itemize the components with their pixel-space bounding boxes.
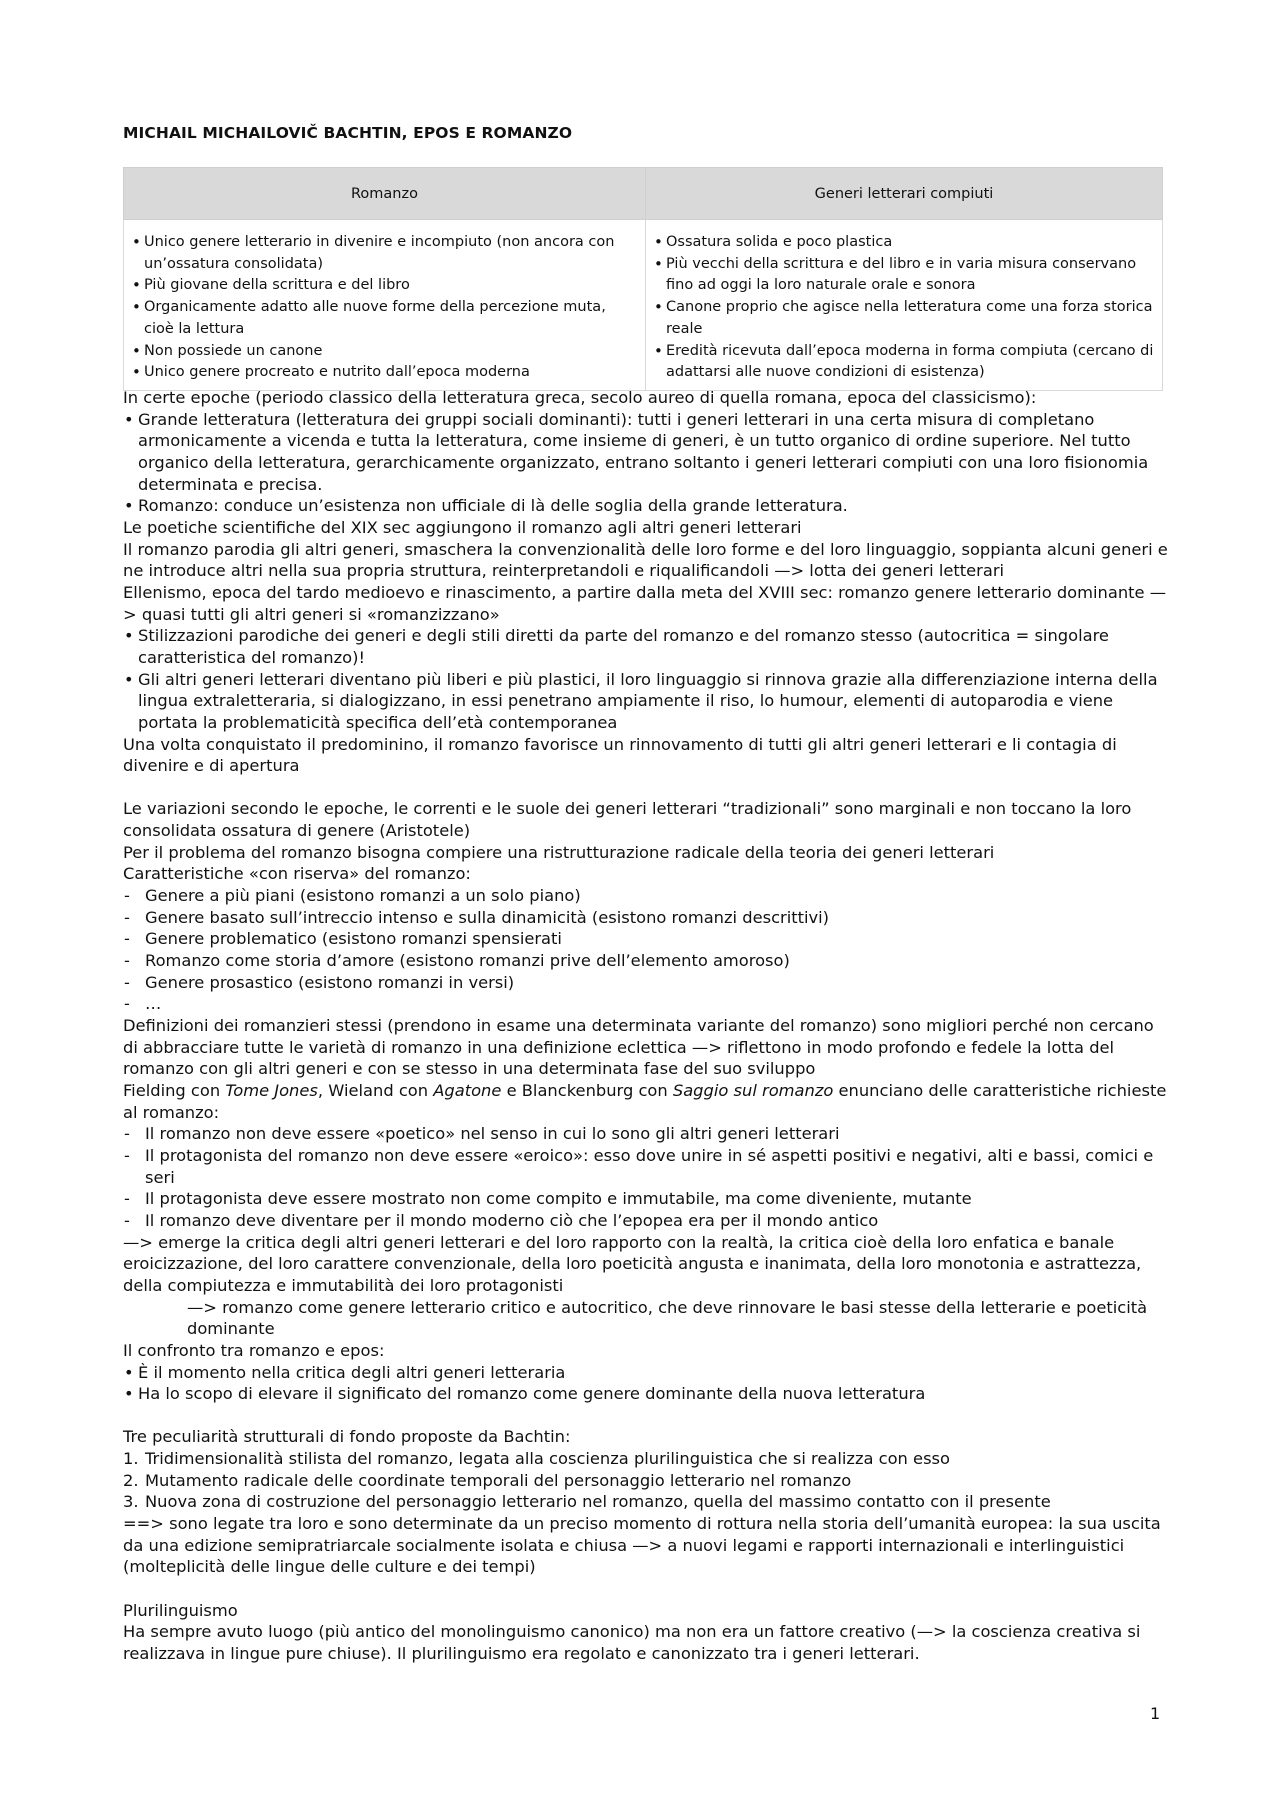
bullet-item: • Stilizzazioni parodiche dei generi e degli stili diretti da parte del romanzo e del romanzo stesso (autocritica = singolare caratteristica del romanzo)! — [123, 625, 1168, 668]
work-title-agatone: Agatone — [433, 1080, 502, 1100]
bullet-item: • Gli altri generi letterari diventano più liberi e più plastici, il loro linguaggio si rinnova grazie alla differenziazione interna della lingua extraletteraria, si dialogizzano, in essi penetrano ampiamente il riso, lo humour, elementi di autoparodia e viene portata la problematicità specifica dell’età contemporanea — [123, 669, 1168, 734]
text-span: Fielding con — [123, 1080, 226, 1100]
work-title-tom-jones: Tome Jones — [225, 1080, 318, 1100]
body-text — [123, 387, 1168, 1665]
dash-item: - Il protagonista del romanzo non deve essere «eroico»: esso dove unire in sé aspetti positivi e negativi, alti e bassi, comici e seri — [123, 1145, 1168, 1188]
text-span: e Blanckenburg con — [501, 1080, 673, 1100]
dash-item: - Il romanzo deve diventare per il mondo moderno ciò che l’epopea era per il mondo antico — [123, 1210, 1168, 1232]
page-number: 1 — [1150, 1704, 1161, 1723]
table-row — [124, 220, 1163, 391]
paragraph: Il confronto tra romanzo e epos: — [123, 1340, 385, 1360]
list-item: • Organicamente adatto alle nuove forme della percezione muta, cioè la lettura — [132, 297, 637, 340]
table-header-row — [124, 168, 1163, 220]
numbered-item: 3. Nuova zona di costruzione del personaggio letterario nel romanzo, quella del massimo contatto con il presente — [123, 1492, 1051, 1512]
numbered-item: 1. Tridimensionalità stilista del romanzo, legata alla coscienza plurilinguistica che si realizza con esso — [123, 1449, 950, 1469]
spacer — [123, 1578, 1168, 1600]
dash-item: - Genere problematico (esistono romanzi spensierati — [123, 928, 1168, 950]
paragraph: Caratteristiche «con riserva» del romanzo: — [123, 864, 471, 884]
generi-cell — [646, 220, 1163, 391]
paragraph: Le poetiche scientifiche del XIX sec aggiungono il romanzo agli altri generi letterari — [123, 517, 802, 537]
header-romanzo: Romanzo — [124, 168, 646, 220]
list-item: • Non possiede un canone — [132, 341, 637, 363]
dash-item: - Genere basato sull’intreccio intenso e sulla dinamicità (esistono romanzi descrittivi) — [123, 907, 1168, 929]
spacer — [123, 777, 1168, 799]
romanzo-list — [132, 232, 637, 384]
paragraph: Le variazioni secondo le epoche, le correnti e le suole dei generi letterari “tradizionali” sono marginali e non toccano la loro consolidata ossatura di genere (Aristotele) — [123, 799, 1132, 841]
dash-item: - Genere a più piani (esistono romanzi a un solo piano) — [123, 885, 1168, 907]
paragraph: Il romanzo parodia gli altri generi, smaschera la convenzionalità delle loro forme e del loro linguaggio, soppianta alcuni generi e ne introduce altri nella sua propria struttura, reinterpretandoli e riqualificandoli —> lotta dei generi letterari — [123, 539, 1168, 581]
paragraph: Per il problema del romanzo bisogna compiere una ristrutturazione radicale della teoria dei generi letterari — [123, 842, 995, 862]
paragraph: ==> sono legate tra loro e sono determinate da un preciso momento di rottura nella storia dell’umanità europea: la sua uscita da una edizione semipratriarcale socialmente isolata e chiusa —> a nuovi legami e rapporti internazionali e interlinguistici (molteplicità delle lingue delle culture e dei tempi) — [123, 1514, 1161, 1577]
dash-item: - Genere prosastico (esistono romanzi in versi) — [123, 972, 1168, 994]
bullet-item: • Ha lo scopo di elevare il significato del romanzo come genere dominante della nuova letteratura — [123, 1383, 1168, 1405]
list-item: • Eredità ricevuta dall’epoca moderna in forma compiuta (cercano di adattarsi alle nuove condizioni di esistenza) — [654, 341, 1154, 384]
bullet-item: • Romanzo: conduce un’esistenza non ufficiale di là delle soglia della grande letteratura. — [123, 495, 1168, 517]
list-item: • Canone proprio che agisce nella letteratura come una forza storica reale — [654, 297, 1154, 340]
dash-item: - Il romanzo non deve essere «poetico» nel senso in cui lo sono gli altri generi letterari — [123, 1123, 1168, 1145]
text-span: enunciano delle caratteristiche richieste al romanzo: — [123, 1080, 1167, 1122]
paragraph: Una volta conquistato il predominino, il romanzo favorisce un rinnovamento di tutti gli altri generi letterari e li contagia di divenire e di apertura — [123, 734, 1117, 776]
bullet-item: • È il momento nella critica degli altri generi letteraria — [123, 1362, 1168, 1384]
romanzo-cell — [124, 220, 646, 391]
paragraph: —> emerge la critica degli altri generi letterari e del loro rapporto con la realtà, la critica cioè della loro enfatica e banale eroicizzazione, del loro carattere convenzionale, della loro poeticità angusta e inanimata, della loro monotonia e astrattezza, della compiutezza e immutabilità dei loro protagonisti — [123, 1232, 1142, 1295]
numbered-item: 2. Mutamento radicale delle coordinate temporali del personaggio letterario nel romanzo — [123, 1470, 852, 1490]
paragraph: Ellenismo, epoca del tardo medioevo e rinascimento, a partire dalla meta del XVIII sec: romanzo genere letterario dominante —> quasi tutti gli altri generi si «romanzizzano» — [123, 582, 1166, 624]
dash-item: - … — [123, 993, 1168, 1015]
list-item: • Unico genere procreato e nutrito dall’epoca moderna — [132, 362, 637, 384]
comparison-table — [123, 167, 1163, 391]
section-heading: Plurilinguismo — [123, 1600, 238, 1620]
list-item: • Più vecchi della scrittura e del libro e in varia misura conservano fino ad oggi la loro naturale orale e sonora — [654, 254, 1154, 297]
list-item: • Più giovane della scrittura e del libro — [132, 275, 637, 297]
paragraph: Tre peculiarità strutturali di fondo proposte da Bachtin: — [123, 1427, 571, 1447]
dash-item: - Romanzo come storia d’amore (esistono romanzi prive dell’elemento amoroso) — [123, 950, 1168, 972]
spacer — [123, 1405, 1168, 1427]
paragraph — [123, 1080, 1168, 1123]
paragraph: Definizioni dei romanzieri stessi (prendono in esame una determinata variante del romanzo) sono migliori perché non cercano di abbracciare tutte le varietà di romanzo in una definizione eclettica —> riflettono in modo profondo e fedele la lotta del romanzo con gli altri generi e con se stesso in una determinata fase del suo sviluppo — [123, 1016, 1154, 1079]
text-span: , Wieland con — [317, 1080, 434, 1100]
bullet-item: • Grande letteratura (letteratura dei gruppi sociali dominanti): tutti i generi letterari in una certa misura di completano armonicamente a vicenda e tutta la letteratura, come insieme di generi, è un tutto organico di ordine superiore. Nel tutto organico della letteratura, gerarchicamente organizzato, entrano soltanto i generi letterari compiuti con una loro fisionomia determinata e precisa. — [123, 409, 1168, 496]
generi-list — [654, 232, 1154, 384]
header-generi-compiuti: Generi letterari compiuti — [646, 168, 1163, 220]
page-title: MICHAIL MICHAILOVIČ BACHTIN, EPOS E ROMANZO — [123, 124, 573, 142]
paragraph: In certe epoche (periodo classico della letteratura greca, secolo aureo di quella romana, epoca del classicismo): — [123, 388, 1037, 407]
list-item: • Unico genere letterario in divenire e incompiuto (non ancora con un’ossatura consolidata) — [132, 232, 637, 275]
work-title-saggio: Saggio sul romanzo — [672, 1080, 834, 1100]
list-item: • Ossatura solida e poco plastica — [654, 232, 1154, 254]
paragraph: Ha sempre avuto luogo (più antico del monolinguismo canonico) ma non era un fattore creativo (—> la coscienza creativa si realizzava in lingue pure chiuse). Il plurilinguismo era regolato e canonizzato tra i generi letterari. — [123, 1622, 1141, 1664]
indented-paragraph: —> romanzo come genere letterario critico e autocritico, che deve rinnovare le basi stesse della letterarie e poeticità dominante — [187, 1297, 1148, 1339]
dash-item: - Il protagonista deve essere mostrato non come compito e immutabile, ma come diveniente, mutante — [123, 1188, 1168, 1210]
